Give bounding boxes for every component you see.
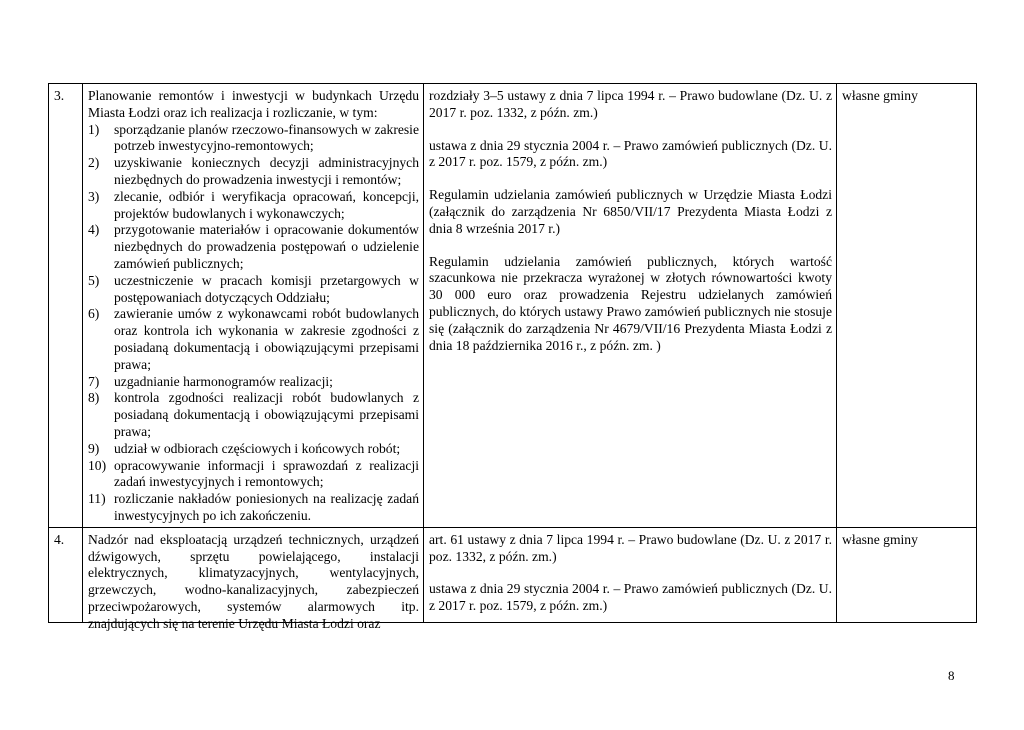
list-item: 7) uzgadnianie harmonogramów realizacji; — [88, 373, 333, 389]
row-number: 4. — [49, 527, 83, 622]
legal-basis-entry: Regulamin udzielania zamówień publicznych, których wartość szacunkowa nie przekracza wyrażonej w złotych równowartości kwoty 30 000 euro oraz prowadzenia Rejestru udzielanych zamówień publicznych, do których ustawy Prawo zamówień publicznych nie stosuje się (załącznik do zarządzenia Nr 4679/VII/16 Prezydenta Miasta Łodzi z dnia 18 października 2016 r., z późn. zm. ) — [429, 253, 832, 353]
list-item: 4) przygotowanie materiałów i opracowanie dokumentów niezbędnych do prowadzenia postępowań o udzielenie zamówień publicznych; — [88, 222, 419, 271]
list-item: 3) zlecanie, odbiór i weryfikacja opracowań, koncepcji, projektów budowlanych i wykonawczych; — [88, 188, 419, 221]
list-item: 8) kontrola zgodności realizacji robót budowlanych z posiadaną dokumentacją i obowiązującymi przepisami prawa; — [88, 390, 419, 439]
table-row — [49, 527, 977, 622]
list-item: 5) uczestniczenie w pracach komisji przetargowych w postępowaniach dotyczących Oddziału; — [88, 272, 419, 305]
list-item: 9) udział w odbiorach częściowych i końcowych robót; — [88, 440, 401, 456]
legal-basis-entry: Regulamin udzielania zamówień publicznych w Urzędzie Miasta Łodzi (załącznik do zarządzenia Nr 6850/VII/17 Prezydenta Miasta Łodzi z dnia 8 września 2017 r.) — [429, 187, 832, 236]
task-text: Nadzór nad eksploatacją urządzeń technicznych, urządzeń dźwigowych, sprzętu powielającego, instalacji elektrycznych, klimatyzacyjnych, wentylacyjnych, grzewczych, wodno-kanalizacyjnych, zabezpieczeń przeciwpożarowych, systemów alarmowych itp. znajdujących się na terenie Urzędu Miasta Łodzi oraz — [88, 531, 419, 631]
legal-basis — [424, 527, 837, 622]
legal-basis — [424, 84, 837, 528]
list-item: 10) opracowywanie informacji i sprawozdań z realizacji zadań inwestycyjnych i remontowych; — [88, 457, 419, 490]
list-item: 1) sporządzanie planów rzeczowo-finansowych w zakresie potrzeb inwestycyjno-remontowych; — [88, 121, 419, 154]
regulation-table — [48, 83, 977, 631]
task-intro: Planowanie remontów i inwestycji w budynkach Urzędu Miasta Łodzi oraz ich realizacja i rozliczanie, w tym: — [88, 88, 419, 120]
legal-basis-entry: art. 61 ustawy z dnia 7 lipca 1994 r. – Prawo budowlane (Dz. U. z 2017 r. poz. 1332, z późn. zm.) — [429, 531, 832, 564]
legal-basis-entry: rozdziały 3–5 ustawy z dnia 7 lipca 1994 r. – Prawo budowlane (Dz. U. z 2017 r. poz. 1332, z późn. zm.) — [429, 88, 832, 120]
legal-basis-entry: ustawa z dnia 29 stycznia 2004 r. – Prawo zamówień publicznych (Dz. U. z 2017 r. poz. 1579, z późn. zm.) — [429, 581, 832, 614]
competence-type: własne gminy — [837, 84, 977, 528]
page-number: 8 — [948, 668, 955, 683]
task-description — [83, 527, 424, 631]
row-number: 3. — [49, 84, 83, 528]
task-subitems — [88, 122, 419, 525]
list-item: 6) zawieranie umów z wykonawcami robót budowlanych oraz kontrola ich wykonania w zakresie zgodności z posiadaną dokumentacją i obowiązującymi przepisami prawa; — [88, 306, 419, 372]
task-description — [83, 84, 424, 528]
list-item: 2) uzyskiwanie koniecznych decyzji administracyjnych niezbędnych do prowadzenia inwestycji i remontów; — [88, 155, 419, 187]
table-row — [49, 84, 977, 528]
list-item: 11) rozliczanie nakładów poniesionych na realizację zadań inwestycyjnych po ich zakończeniu. — [88, 491, 419, 523]
legal-basis-entry: ustawa z dnia 29 stycznia 2004 r. – Prawo zamówień publicznych (Dz. U. z 2017 r. poz. 1579, z późn. zm.) — [429, 137, 832, 170]
competence-type: własne gminy — [837, 527, 977, 622]
